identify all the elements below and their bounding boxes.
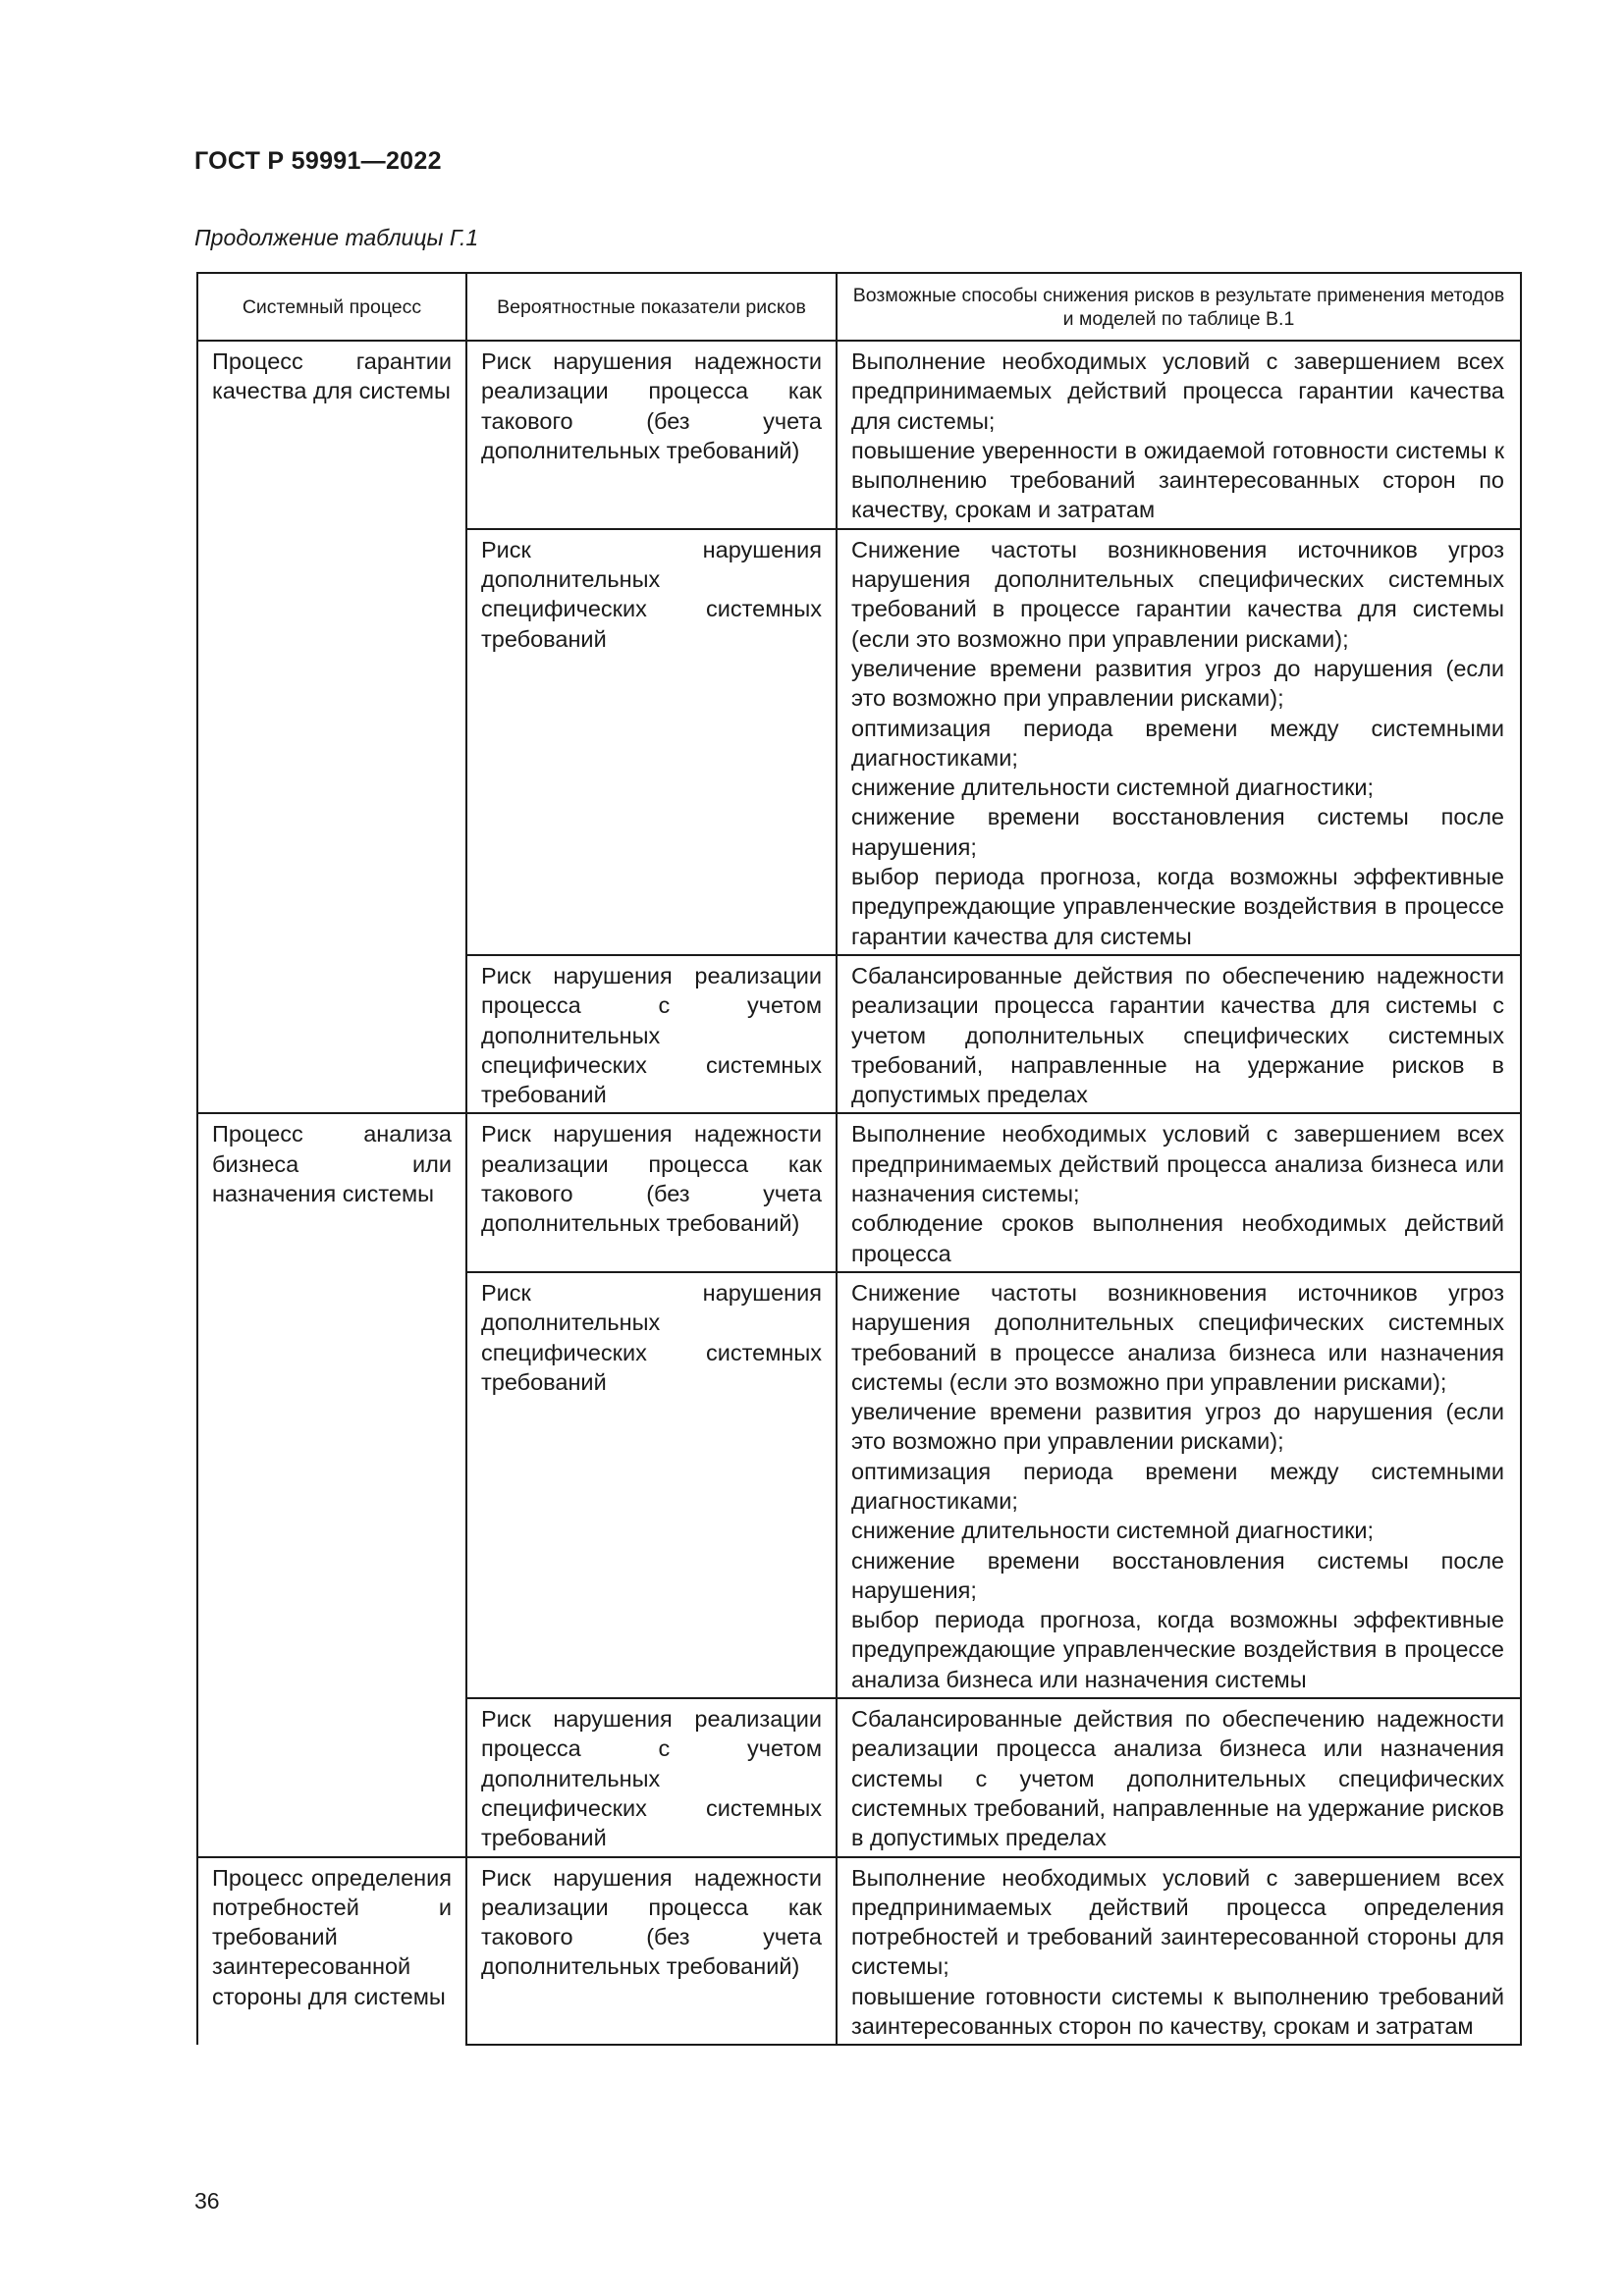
measure-item: соблюдение сроков выполнения необходимых действий процесса — [851, 1210, 1504, 1266]
measure-item: Снижение частоты возникновения источников угроз нарушения дополнительных специфических системных требований в процессе анализа бизнеса или назначения системы (если это возможно при управлении рисками); — [851, 1279, 1504, 1395]
measure-item: Сбалансированные действия по обеспечению надежности реализации процесса гарантии качества для системы с учетом дополнительных специфических системных требований, направленные на удержание рисков в допустимых пределах — [851, 962, 1504, 1108]
measure-item: снижение длительности системной диагностики; — [851, 1518, 1375, 1544]
measures-cell — [837, 1113, 1521, 1271]
process-cell: Процесс гарантии качества для системы — [197, 341, 466, 1113]
measures-cell — [837, 529, 1521, 955]
table-row — [197, 341, 1521, 529]
header-risk-reduction-methods: Возможные способы снижения рисков в результате применения методов и моделей по таблице В.1 — [837, 273, 1521, 341]
measures-cell — [837, 1698, 1521, 1856]
measure-item: снижение времени восстановления системы после нарушения; — [851, 1547, 1504, 1603]
measure-item: увеличение времени развития угроз до нарушения (если это возможно при управлении рисками); — [851, 655, 1504, 712]
measure-item: Выполнение необходимых условий с завершением всех предпринимаемых действий процесса гарантии качества для системы; — [851, 348, 1504, 434]
measure-item: повышение готовности системы к выполнению требований заинтересованных сторон по качеству, срокам и затратам — [851, 1983, 1504, 2040]
measures-cell — [837, 1857, 1521, 2046]
indicator-cell: Риск нарушения надежности реализации процесса как такового (без учета дополнительных требований) — [466, 341, 837, 529]
header-system-process: Системный процесс — [197, 273, 466, 341]
indicator-cell: Риск нарушения дополнительных специфических системных требований — [466, 529, 837, 955]
measures-cell — [837, 955, 1521, 1113]
header-risk-indicators: Вероятностные показатели рисков — [466, 273, 837, 341]
measure-item: снижение длительности системной диагностики; — [851, 774, 1375, 801]
document-standard-number: ГОСТ Р 59991—2022 — [194, 147, 442, 175]
table-caption: Продолжение таблицы Г.1 — [194, 225, 479, 250]
table-row — [197, 1113, 1521, 1271]
process-cell: Процесс определения потребностей и требований заинтересованной стороны для системы — [197, 1857, 466, 2046]
measure-item: Снижение частоты возникновения источников угроз нарушения дополнительных специфических системных требований в процессе гарантии качества для системы (если это возможно при управлении рисками); — [851, 536, 1504, 652]
measures-cell — [837, 341, 1521, 529]
measure-item: повышение уверенности в ожидаемой готовности системы к выполнению требований заинтересованных сторон по качеству, срокам и затратам — [851, 437, 1504, 523]
indicator-cell: Риск нарушения надежности реализации процесса как такового (без учета дополнительных требований) — [466, 1857, 837, 2046]
indicator-cell: Риск нарушения дополнительных специфических системных требований — [466, 1272, 837, 1698]
process-cell: Процесс анализа бизнеса или назначения системы — [197, 1113, 466, 1856]
measure-item: оптимизация периода времени между системными диагностиками; — [851, 715, 1504, 771]
page-number: 36 — [194, 2188, 220, 2214]
measure-item: Сбалансированные действия по обеспечению надежности реализации процесса анализа бизнеса или назначения системы с учетом дополнительных специфических системных требований, направленные на удержание рисков в допустимых пределах — [851, 1706, 1504, 1851]
indicator-cell: Риск нарушения реализации процесса с учетом дополнительных специфических системных требований — [466, 955, 837, 1113]
measure-item: Выполнение необходимых условий с завершением всех предпринимаемых действий процесса определения потребностей и требований заинтересованной стороны для системы; — [851, 1864, 1504, 1980]
measure-item: снижение времени восстановления системы после нарушения; — [851, 804, 1504, 860]
measure-item: оптимизация периода времени между системными диагностиками; — [851, 1458, 1504, 1514]
measure-item: выбор периода прогноза, когда возможны эффективные предупреждающие управленческие воздействия в процессе гарантии качества для системы — [851, 864, 1504, 949]
table-header-row — [197, 273, 1521, 341]
risk-reduction-table — [196, 272, 1522, 2046]
measure-item: выбор периода прогноза, когда возможны эффективные предупреждающие управленческие воздействия в процессе анализа бизнеса или назначения системы — [851, 1607, 1504, 1692]
measure-item: Выполнение необходимых условий с завершением всех предпринимаемых действий процесса анализа бизнеса или назначения системы; — [851, 1121, 1504, 1207]
measures-cell — [837, 1272, 1521, 1698]
indicator-cell: Риск нарушения надежности реализации процесса как такового (без учета дополнительных требований) — [466, 1113, 837, 1271]
table-row — [197, 1857, 1521, 2046]
indicator-cell: Риск нарушения реализации процесса с учетом дополнительных специфических системных требований — [466, 1698, 837, 1856]
measure-item: увеличение времени развития угроз до нарушения (если это возможно при управлении рисками); — [851, 1399, 1504, 1455]
